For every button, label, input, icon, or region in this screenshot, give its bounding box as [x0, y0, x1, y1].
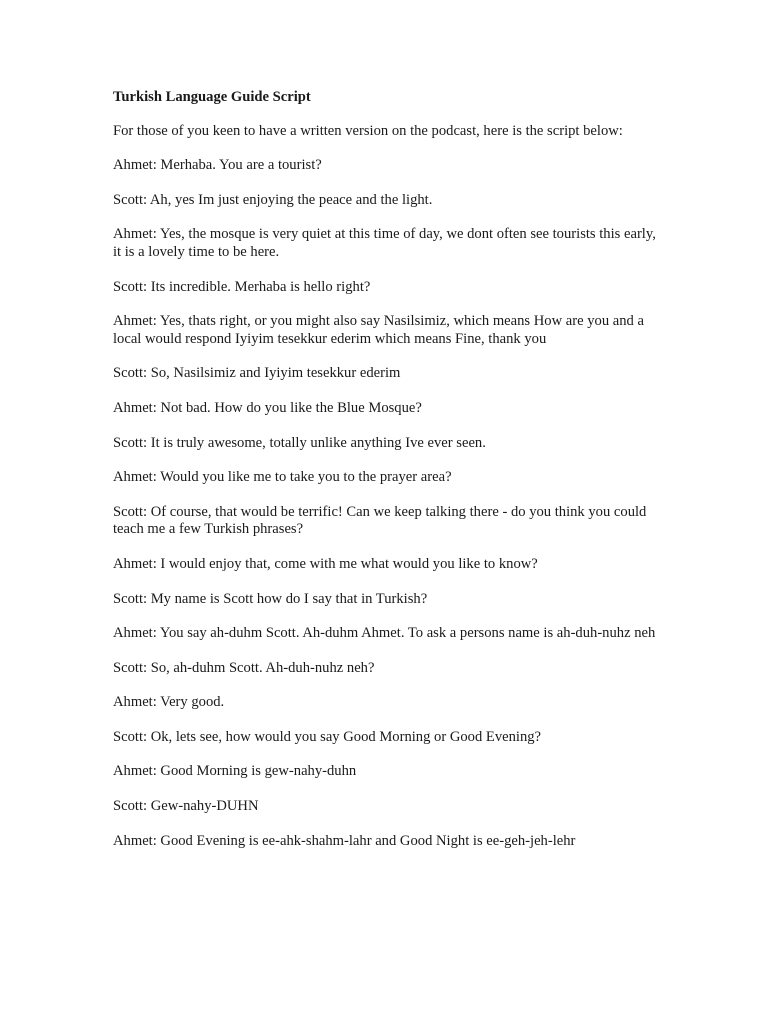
- dialogue-line: Ahmet: Would you like me to take you to the prayer area?: [113, 469, 452, 486]
- dialogue-line: Scott: Its incredible. Merhaba is hello right?: [113, 278, 371, 295]
- dialogue-line: Ahmet: I would enjoy that, come with me what would you like to know?: [113, 555, 538, 572]
- dialogue-line: Ahmet: Good Morning is gew-nahy-duhn: [113, 763, 357, 780]
- dialogue-line: Scott: Of course, that would be terrific! Can we keep talking there - do you think you could teach me a few Turkish phrases?: [113, 503, 647, 538]
- dialogue-line: Scott: Ah, yes Im just enjoying the peace and the light.: [113, 191, 433, 208]
- dialogue-line: Scott: So, Nasilsimiz and Iyiyim tesekkur ederim: [113, 365, 401, 382]
- intro-paragraph: For those of you keen to have a written version on the podcast, here is the script below:: [113, 122, 623, 139]
- document-page: [113, 89, 658, 867]
- dialogue-line: Scott: Ok, lets see, how would you say Good Morning or Good Evening?: [113, 728, 542, 745]
- dialogue-line: Ahmet: You say ah-duhm Scott. Ah-duhm Ahmet. To ask a persons name is ah-duh-nuhz neh: [113, 625, 656, 642]
- dialogue-line: Ahmet: Good Evening is ee-ahk-shahm-lahr and Good Night is ee-geh-jeh-lehr: [113, 832, 576, 849]
- dialogue-line: Ahmet: Yes, the mosque is very quiet at this time of day, we dont often see tourists this early, it is a lovely time to be here.: [113, 226, 656, 260]
- dialogue-line: Ahmet: Yes, thats right, or you might also say Nasilsimiz, which means How are you and a local would respond Iyiyim tesekkur ederim which means Fine, thank you: [113, 313, 644, 347]
- dialogue-line: Ahmet: Very good.: [113, 694, 225, 711]
- dialogue-line: Ahmet: Not bad. How do you like the Blue Mosque?: [113, 399, 422, 416]
- dialogue-line: Scott: Gew-nahy-DUHN: [113, 798, 259, 815]
- document-title: Turkish Language Guide Script: [113, 89, 311, 105]
- dialogue-line: Scott: So, ah-duhm Scott. Ah-duh-nuhz neh?: [113, 659, 375, 676]
- dialogue-line: Scott: It is truly awesome, totally unlike anything Ive ever seen.: [113, 434, 486, 451]
- dialogue-line: Scott: My name is Scott how do I say that in Turkish?: [113, 590, 428, 607]
- dialogue-line: Ahmet: Merhaba. You are a tourist?: [113, 157, 322, 174]
